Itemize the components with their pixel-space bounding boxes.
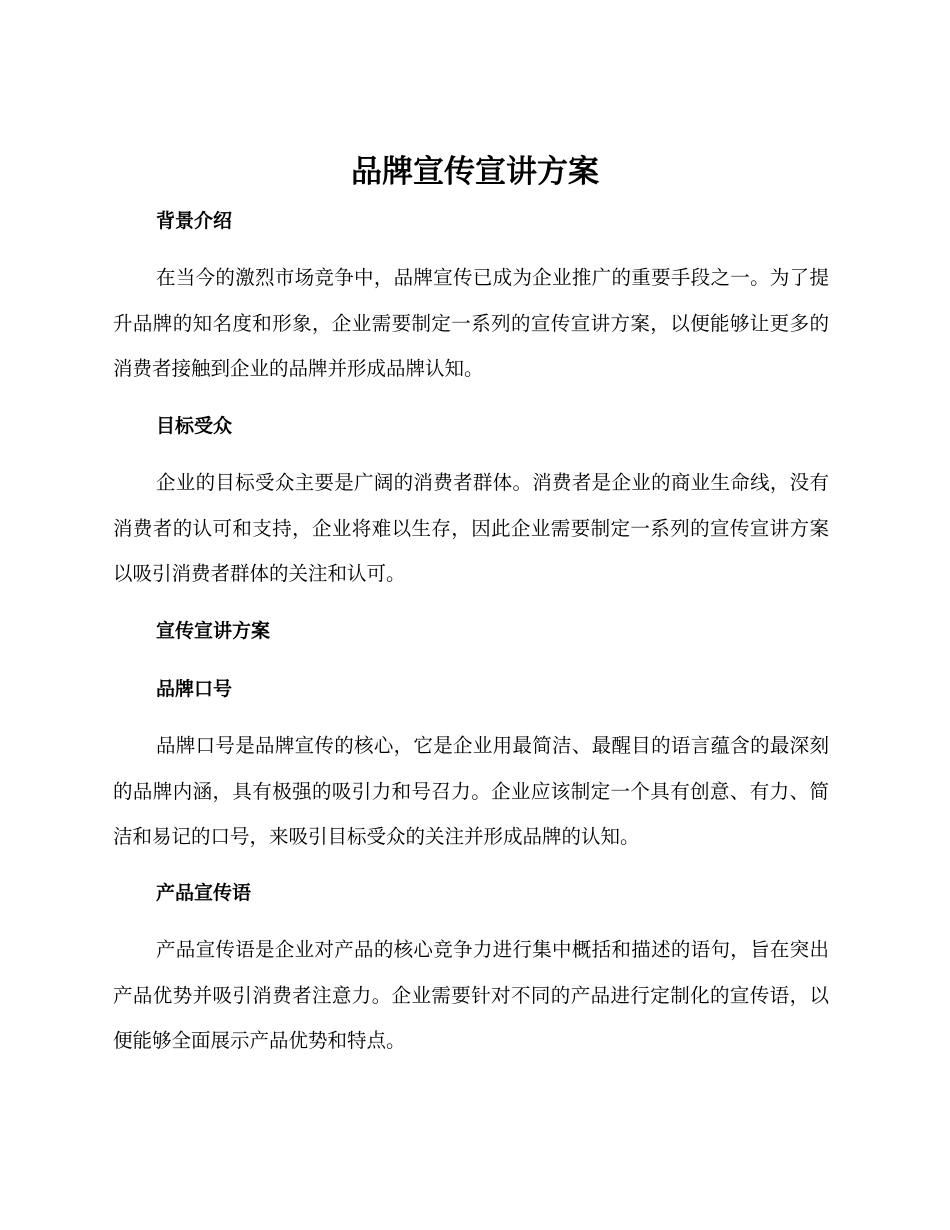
section-paragraph-product-tagline: 产品宣传语是企业对产品的核心竞争力进行集中概括和描述的语句，旨在突出产品优势并吸引消费者注意力。企业需要针对不同的产品进行定制化的宣传语，以便能够全面展示产品优势和特点。 <box>113 938 829 1052</box>
section-paragraph-audience: 企业的目标受众主要是广阔的消费者群体。消费者是企业的商业生命线，没有消费者的认可和支持，企业将难以生存，因此企业需要制定一系列的宣传宣讲方案以吸引消费者群体的关注和认可。 <box>113 471 829 585</box>
section-heading-plan: 宣传宣讲方案 <box>156 620 271 642</box>
section-heading-product-tagline: 产品宣传语 <box>156 882 252 904</box>
section-heading-audience: 目标受众 <box>156 415 233 437</box>
section-paragraph-background: 在当今的激烈市场竞争中，品牌宣传已成为企业推广的重要手段之一。为了提升品牌的知名度和形象，企业需要制定一系列的宣传宣讲方案，以便能够让更多的消费者接触到企业的品牌并形成品牌认知。 <box>113 266 829 380</box>
section-paragraph-slogan: 品牌口号是品牌宣传的核心，它是企业用最简洁、最醒目的语言蕴含的最深刻的品牌内涵，具有极强的吸引力和号召力。企业应该制定一个具有创意、有力、简洁和易记的口号，来吸引目标受众的关注并形成品牌的认知。 <box>113 734 829 848</box>
section-heading-background: 背景介绍 <box>156 210 233 232</box>
section-heading-slogan: 品牌口号 <box>156 678 233 700</box>
document-title: 品牌宣传宣讲方案 <box>351 154 599 190</box>
